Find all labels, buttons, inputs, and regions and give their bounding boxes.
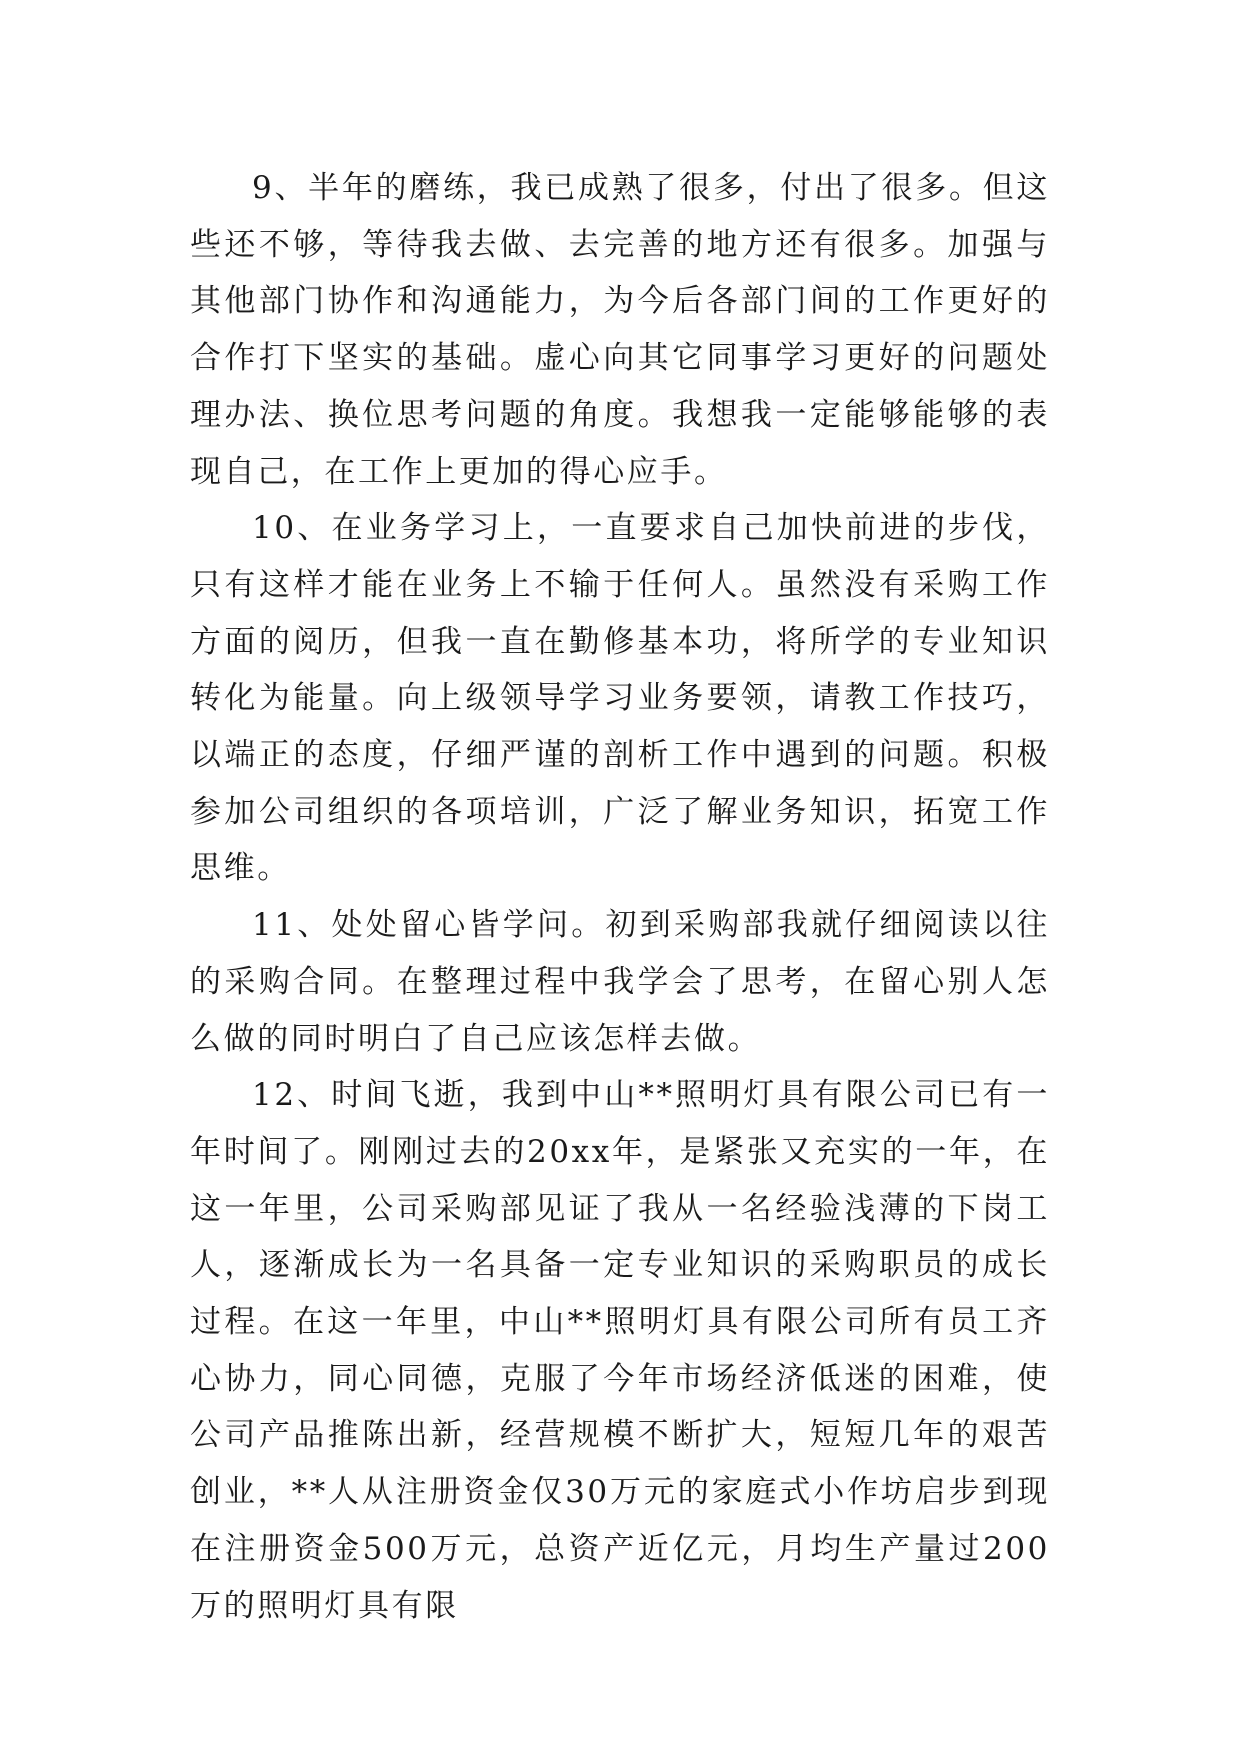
- document-body: [190, 160, 1050, 1634]
- paragraph-10: 10、在业务学习上，一直要求自己加快前进的步伐，只有这样才能在业务上不输于任何人。虽然没有采购工作方面的阅历，但我一直在勤修基本功，将所学的专业知识转化为能量。向上级领导学习业务要领，请教工作技巧，以端正的态度，仔细严谨的剖析工作中遇到的问题。积极参加公司组织的各项培训，广泛了解业务知识，拓宽工作思维。: [190, 510, 1050, 887]
- paragraph-11: 11、处处留心皆学问。初到采购部我就仔细阅读以往的采购合同。在整理过程中我学会了思考，在留心别人怎么做的同时明白了自己应该怎样去做。: [190, 907, 1050, 1057]
- paragraph-9: 9、半年的磨练，我已成熟了很多，付出了很多。但这些还不够，等待我去做、去完善的地方还有很多。加强与其他部门协作和沟通能力，为今后各部门间的工作更好的合作打下坚实的基础。虚心向其它同事学习更好的问题处理办法、换位思考问题的角度。我想我一定能够能够的表现自己，在工作上更加的得心应手。: [190, 170, 1050, 490]
- paragraph-12: 12、时间飞逝，我到中山**照明灯具有限公司已有一年时间了。刚刚过去的20xx年，是紧张又充实的一年，在这一年里，公司采购部见证了我从一名经验浅薄的下岗工人，逐渐成长为一名具备一定专业知识的采购职员的成长过程。在这一年里，中山**照明灯具有限公司所有员工齐心协力，同心同德，克服了今年市场经济低迷的困难，使公司产品推陈出新，经营规模不断扩大，短短几年的艰苦创业，**人从注册资金仅30万元的家庭式小作坊启步到现在注册资金500万元，总资产近亿元，月均生产量过200万的照明灯具有限: [190, 1077, 1050, 1624]
